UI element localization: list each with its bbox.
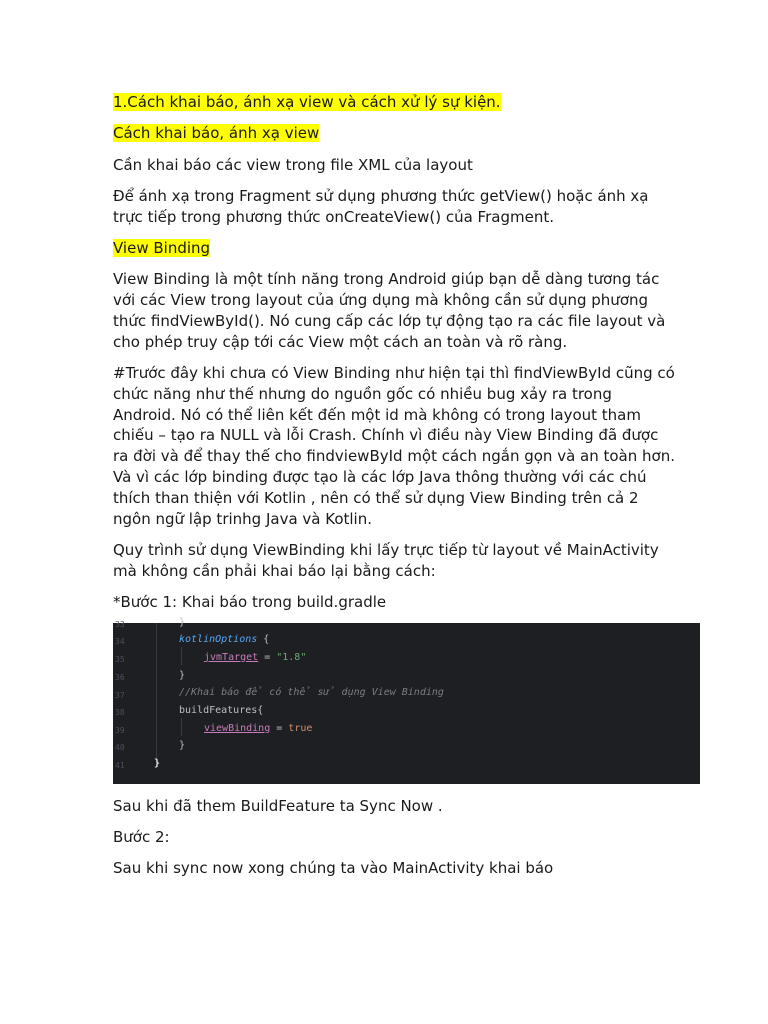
line-number: 38 [115,707,125,717]
code-line: } [179,616,186,628]
line-number: 40 [115,742,125,752]
indent-guide [181,647,182,665]
code-line: } [179,669,186,681]
line-number: 41 [115,760,125,770]
paragraph-line: Android. Nó có thể liên kết đến một id mà không có trong layout tham [113,405,641,424]
code-line: jvmTarget = "1.8" [204,651,307,663]
subheading-view-binding-text: View Binding [113,238,211,257]
code-line: viewBinding = true [204,722,313,734]
line-number: 33 [115,619,125,629]
step-1-text: *Bước 1: Khai báo trong build.gradle [113,592,387,611]
paragraph-line: thức findViewById(). Nó cung cấp các lớp tự động tạo ra các file layout và [113,311,666,330]
subheading-view-mapping-text: Cách khai báo, ánh xạ view [113,124,320,143]
paragraph-sync-now [113,796,693,817]
line-number-gutter [113,619,135,784]
document-body [113,92,693,890]
paragraph-line: Để ánh xạ trong Fragment sử dụng phương thức getView() hoặc ánh xạ [113,186,649,205]
subheading-view-binding [113,238,693,259]
main-heading [113,92,693,113]
code-line: buildFeatures{ [179,704,264,716]
code-line: } [154,757,161,769]
paragraph-line: chức năng như thế nhưng do nguồn gốc có nhiều bug xảy ra trong [113,384,612,403]
paragraph-view-binding-intro [113,269,693,352]
indent-guide [156,623,157,763]
step-1-label [113,592,693,613]
code-line: //Khai báo để có thể sử dụng View Binding [179,686,444,698]
paragraph-main-activity [113,858,693,879]
paragraph-fragment-mapping [113,186,693,228]
paragraph-line: mà không cần phải khai báo lại bằng cách: [113,561,436,580]
subheading-view-mapping [113,123,693,144]
line-number: 39 [115,725,125,735]
code-line: kotlinOptions { [179,633,270,645]
paragraph-line: Quy trình sử dụng ViewBinding khi lấy trực tiếp từ layout về MainActivity [113,540,659,559]
paragraph-line: cho phép truy cập tới các View một cách an toàn và rõ ràng. [113,332,568,351]
paragraph-line: Và vì các lớp binding được tạo là các lớp Java thông thường với các chú [113,467,647,486]
paragraph-line: trực tiếp trong phương thức onCreateView() của Fragment. [113,207,554,226]
paragraph-line: ngôn ngữ lập trinhg Java và Kotlin. [113,509,372,528]
paragraph-process [113,540,693,582]
step-2-label [113,827,693,848]
step-2-text: Bước 2: [113,828,170,847]
line-number: 37 [115,690,125,700]
paragraph-main-activity-text: Sau khi sync now xong chúng ta vào MainActivity khai báo [113,859,554,878]
paragraph-line: ra đời và để thay thế cho findviewById một cách ngắn gọn và an toàn hơn. [113,447,675,466]
paragraph-line: #Trước đây khi chưa có View Binding như hiện tại thì findViewById cũng có [113,363,675,382]
paragraph-declare-views-text: Cần khai báo các view trong file XML của layout [113,155,473,174]
line-number: 35 [115,654,125,664]
indent-guide [181,718,182,736]
main-heading-text: 1.Cách khai báo, ánh xạ view và cách xử lý sự kiện. [113,93,501,111]
paragraph-sync-now-text: Sau khi đã them BuildFeature ta Sync Now . [113,796,443,815]
paragraph-declare-views [113,155,693,176]
code-line: } [179,739,186,751]
line-number: 36 [115,672,125,682]
code-screenshot [113,616,700,784]
line-number: 34 [115,636,125,646]
paragraph-history [113,363,693,529]
paragraph-line: chiếu – tạo ra NULL và lỗi Crash. Chính vì điều này View Binding đã được [113,426,659,445]
paragraph-line: với các View trong layout của ứng dụng mà không cần sử dụng phương [113,291,649,310]
paragraph-line: thích than thiện với Kotlin , nên có thể sử dụng View Binding trên cả 2 [113,488,639,507]
paragraph-line: View Binding là một tính năng trong Android giúp bạn dễ dàng tương tác [113,270,660,289]
